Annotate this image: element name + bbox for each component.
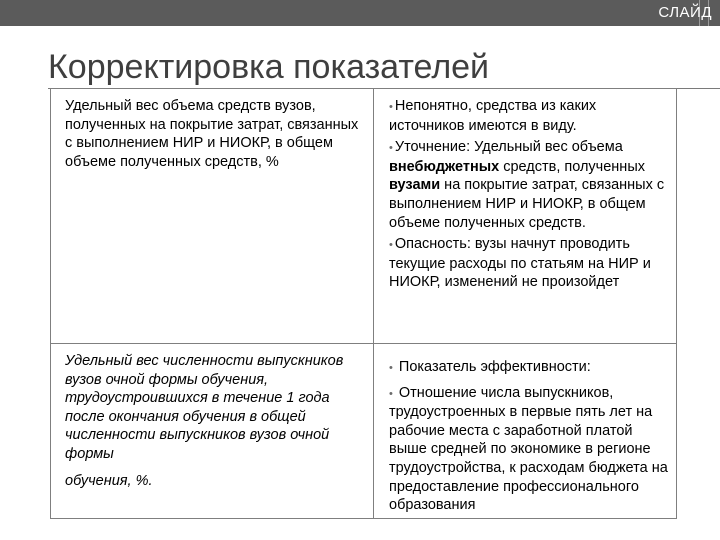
bullet-text: Уточнение: Удельный вес объема [394, 139, 623, 156]
bullet-text: Показатель эффективности: [398, 359, 591, 375]
emphasis-text: вузами [389, 177, 441, 194]
bullet-icon: • [389, 239, 393, 252]
bullet-icon: • [389, 387, 393, 400]
bullet-icon: • [389, 142, 393, 155]
list-item [389, 235, 670, 292]
indicator-cell [51, 89, 374, 344]
list-item [389, 358, 670, 378]
indicator-text: Удельный вес объема средств вузов, полученных на покрытие затрат, связанных с выполнением НИР и НИОКР, в общем объеме полученных средств, % [65, 98, 359, 170]
comment-cell [374, 344, 677, 519]
indicator-text: Удельный вес численности выпускников вузов очной формы обучения, трудоустроившихся в течение 1 года после окончания обучения в общей численности выпускников вузов очной формы [65, 353, 344, 462]
page-title: Корректировка показателей [48, 48, 490, 86]
indicator-text-tail: обучения, %. [65, 472, 153, 489]
bullet-icon: • [389, 101, 393, 113]
list-item [389, 384, 670, 515]
list-item [389, 138, 670, 232]
top-bar [0, 0, 720, 26]
bullet-icon: • [389, 362, 393, 374]
bullet-text: на покрытие затрат, связанных с выполнением НИР и НИОКР, в общем объеме полученных средств. [389, 177, 665, 231]
indicator-table [50, 88, 677, 519]
table-row [51, 89, 677, 344]
bullet-text: средств, полученных [499, 158, 645, 175]
bullet-text: Отношение числа выпускников, трудоустроенных в первые пять лет на рабочие места с заработной платой выше средней по экономике в регионе трудоустройства, к расходам бюджета на предоставление профессионального образования [389, 384, 668, 514]
emphasis-text: внебюджетных [389, 158, 500, 175]
bullet-text: Опасность: вузы начнут проводить текущие расходы по статьям на НИР и НИОКР, изменений не произойдет [389, 236, 651, 291]
comment-cell [374, 89, 677, 344]
list-item [389, 97, 670, 135]
bullet-text: Непонятно, средства из каких источников имеются в виду. [389, 98, 597, 134]
slide-label: СЛАЙД [658, 4, 712, 21]
table-row [51, 344, 677, 519]
indicator-cell [51, 344, 374, 519]
